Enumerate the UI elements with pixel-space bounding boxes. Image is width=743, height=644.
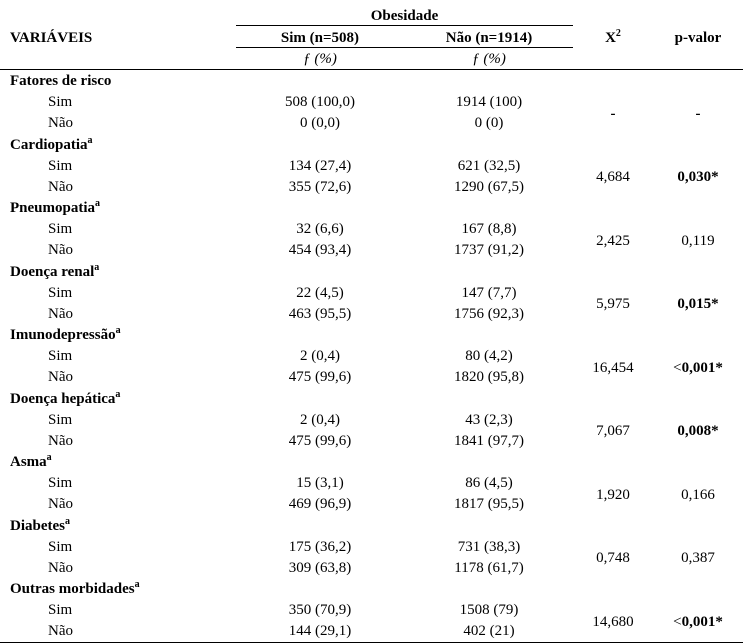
cell-chi-square: 16,454 [592,359,634,376]
cell-obese-nao: 309 (63,8) [288,559,352,576]
cell-chi-square: 2,425 [596,232,630,249]
row-label-sim: Sim [48,475,73,491]
cell-p-value [653,359,743,377]
cell-obese-sim: 508 (100,0) [285,94,355,110]
cell-p-value [653,295,743,313]
header-bottom-rule [0,69,743,70]
cell-nonobese-nao: 1178 (61,7) [454,559,524,576]
superscript-note: a [87,134,93,146]
cell-obese-sim: 15 (3,1) [296,475,344,491]
row-label-nao: Não [48,115,73,131]
cell-nonobese-sim: 147 (7,7) [461,284,517,301]
unit-nao: ƒ (%) [472,51,506,67]
cell-obese-nao: 463 (95,5) [288,305,352,322]
p-value-text: - [695,105,701,122]
cell-obese-nao: 454 (93,4) [288,242,352,258]
cell-nonobese-nao: 0 (0) [474,115,504,131]
section-title [10,263,99,281]
section-title-text: Pneumopatia [10,200,96,216]
cell-obese-sim: 175 (36,2) [288,538,352,555]
cell-chi-square: - [610,105,616,122]
row-label-nao: Não [48,305,73,322]
row-label-sim: Sim [48,602,73,618]
cell-nonobese-nao: 1756 (92,3) [454,305,524,322]
cell-obese-sim: 350 (70,9) [288,602,352,618]
row-label-nao: Não [48,496,73,512]
cell-chi-square: 1,920 [596,486,630,503]
cell-nonobese-nao: 1737 (91,2) [454,242,524,258]
cell-obese-nao: 355 (72,6) [288,178,352,195]
cell-obese-sim: 2 (0,4) [300,411,340,428]
p-value-text: 0,030* [677,169,719,186]
column-header-sim: Sim (n=508) [280,30,360,46]
cell-obese-nao: 475 (99,6) [288,432,352,449]
cell-obese-nao: 144 (29,1) [288,623,352,639]
cell-nonobese-nao: 1841 (97,7) [454,432,524,449]
section-title [10,326,121,344]
row-label-nao: Não [48,623,73,639]
cell-obese-sim: 22 (4,5) [296,284,344,301]
cell-nonobese-sim: 80 (4,2) [465,348,513,364]
row-label-sim: Sim [48,284,73,301]
section-title-text: Imunodepressão [10,327,116,343]
cell-nonobese-nao: 402 (21) [463,623,515,639]
section-title [10,72,111,90]
cell-chi-square: 14,680 [592,613,634,630]
cell-p-value [653,422,743,440]
section-title-text: Outras morbidades [10,581,135,597]
row-label-nao: Não [48,432,73,449]
section-title-text: Fatores de risco [10,73,112,89]
p-value-text: 0,119 [681,232,715,249]
section-title-text: Doença renal [10,263,95,280]
cell-p-value [653,613,743,631]
cell-obese-nao: 469 (96,9) [288,496,352,512]
section-title [10,390,120,408]
cell-p-value [653,168,743,186]
row-label-nao: Não [48,369,73,385]
column-header-nao: Não (n=1914) [445,30,533,46]
group-header-rule [236,25,573,26]
cell-obese-sim: 134 (27,4) [288,157,352,174]
cell-p-value [653,486,743,504]
cell-nonobese-sim: 731 (38,3) [457,538,521,555]
section-title-text: Cardiopatia [10,136,88,153]
superscript-note: a [65,515,70,527]
superscript-note: a [46,452,52,463]
cell-p-value [653,232,743,250]
chi-square-superscript: 2 [615,28,621,39]
section-title [10,580,140,598]
section-title [10,453,52,471]
cell-obese-sim: 2 (0,4) [300,348,340,364]
cell-chi-square: 4,684 [596,169,630,186]
p-value-header: p-valor [674,30,722,46]
row-label-sim: Sim [48,157,73,174]
superscript-note: a [115,325,121,336]
cell-nonobese-sim: 1914 (100) [455,94,523,110]
cell-chi-square: 5,975 [596,296,630,313]
row-label-nao: Não [48,242,73,258]
superscript-note: a [115,388,121,400]
p-value-text: 0,166 [681,486,715,503]
cell-nonobese-sim: 621 (32,5) [457,157,521,174]
chi-square-header [573,29,653,47]
cell-nonobese-nao: 1817 (95,5) [454,496,524,512]
superscript-note: a [134,579,140,590]
row-label-sim: Sim [48,94,73,110]
section-title-text: Asma [10,454,47,470]
row-label-sim: Sim [48,538,73,555]
subheader-rule [236,47,573,48]
section-title [10,136,93,154]
variables-header: VARIÁVEIS [10,30,93,46]
cell-p-value [653,105,743,123]
cell-nonobese-nao: 1290 (67,5) [454,178,524,195]
row-label-sim: Sim [48,221,73,237]
cell-nonobese-nao: 1820 (95,8) [454,369,524,385]
superscript-note: a [95,198,101,209]
p-value-prefix: < [673,613,682,630]
cell-obese-nao: 475 (99,6) [288,369,352,385]
cell-obese-nao: 0 (0,0) [300,115,340,131]
cell-nonobese-sim: 86 (4,5) [465,475,513,491]
section-title [10,517,70,535]
row-label-nao: Não [48,178,73,195]
cell-nonobese-sim: 43 (2,3) [465,411,513,428]
cell-chi-square: 0,748 [596,550,630,567]
p-value-text: 0,015* [677,296,719,313]
cell-chi-square: 7,067 [596,423,630,440]
unit-sim: ƒ (%) [303,51,337,67]
superscript-note: a [94,261,100,273]
group-header: Obesidade [370,8,439,24]
row-label-sim: Sim [48,348,73,364]
chi-square-label: X [605,30,616,46]
p-value-text: 0,008* [677,423,719,440]
cell-obese-sim: 32 (6,6) [296,221,344,237]
row-label-sim: Sim [48,411,73,428]
section-title-text: Diabetes [10,517,65,534]
cell-nonobese-sim: 167 (8,8) [461,221,517,237]
section-title-text: Doença hepática [10,390,116,407]
table-bottom-rule [0,642,743,643]
p-value-text: 0,001* [681,613,723,630]
cell-p-value [653,549,743,567]
cell-nonobese-sim: 1508 (79) [459,602,519,618]
p-value-text: 0,001* [681,359,723,376]
section-title [10,199,100,217]
row-label-nao: Não [48,559,73,576]
p-value-text: 0,387 [681,550,715,567]
p-value-prefix: < [673,359,682,376]
